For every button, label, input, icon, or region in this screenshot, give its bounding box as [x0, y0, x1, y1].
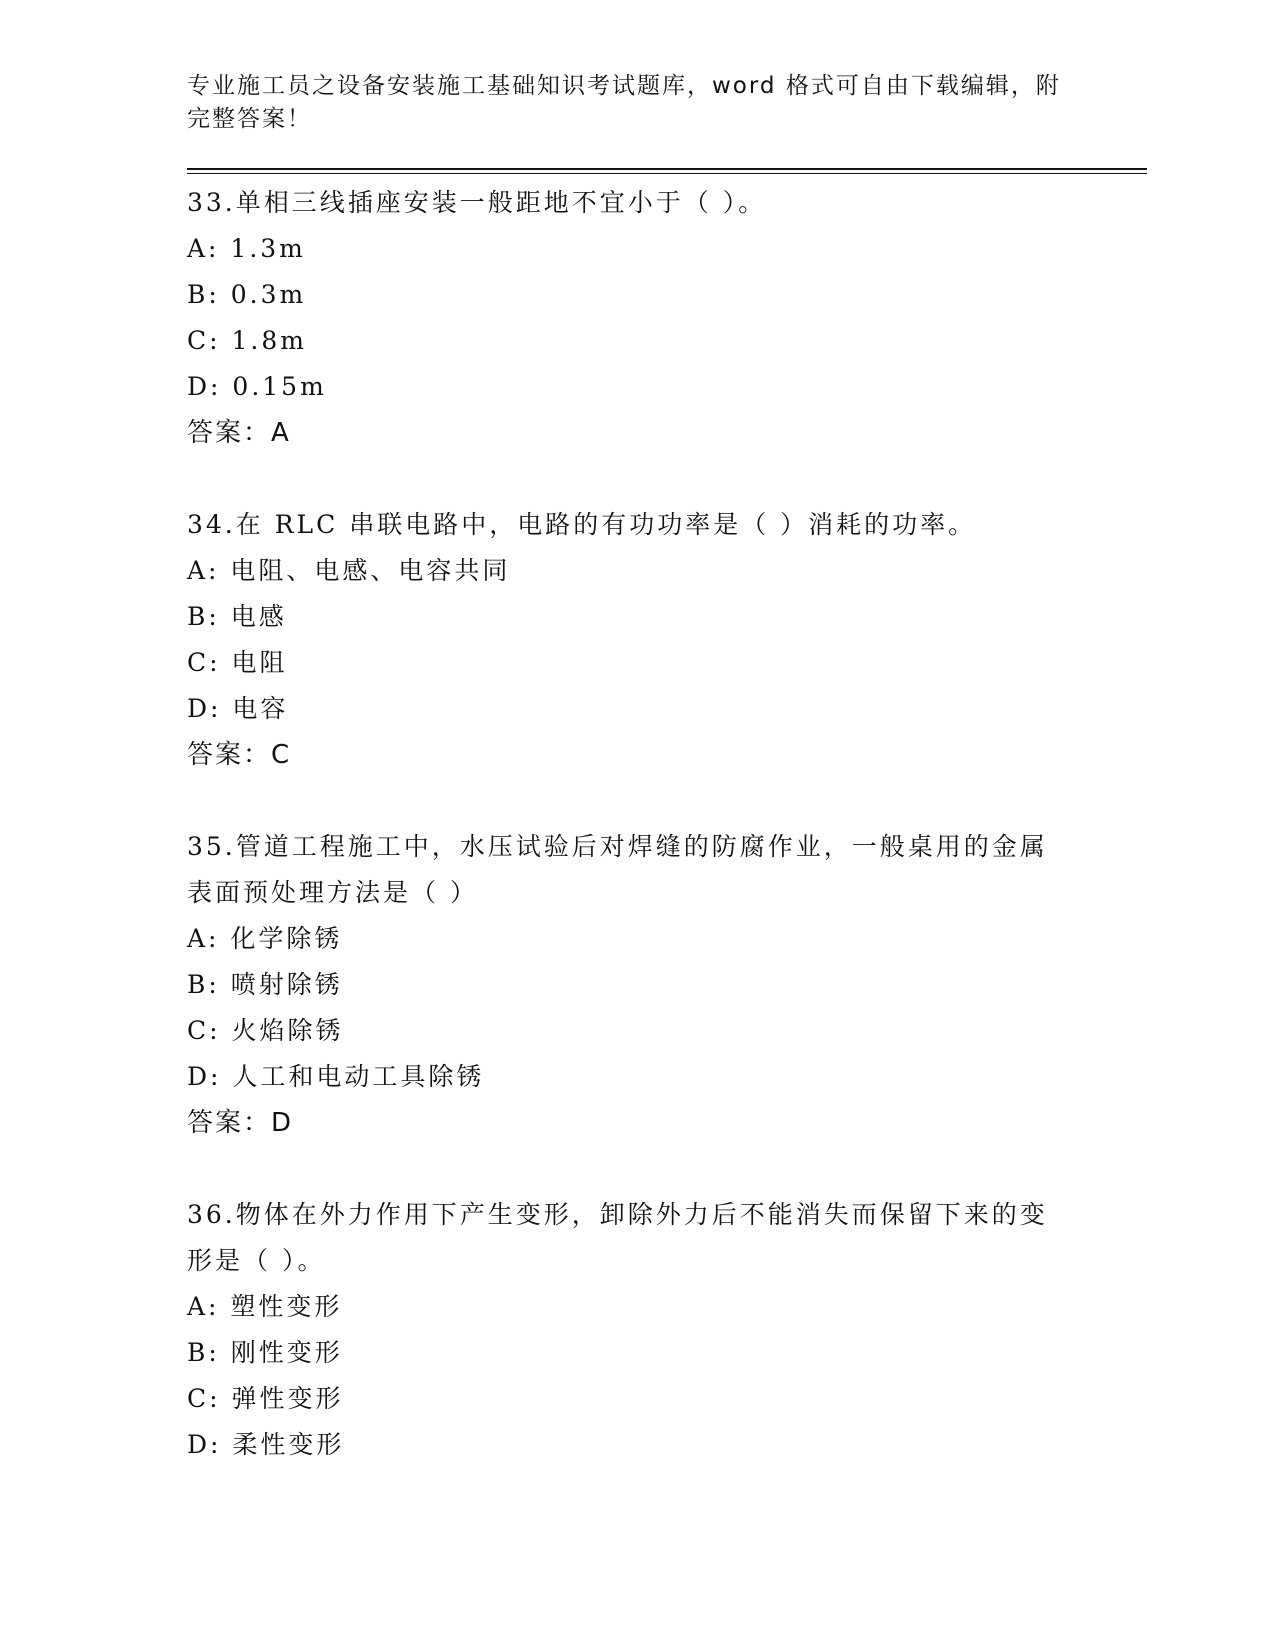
question-spacer: [187, 456, 1147, 502]
question-34: [187, 502, 1147, 824]
option-c: C: 火焰除锈: [187, 1016, 344, 1045]
question-stem: 33.单相三线插座安装一般距地不宜小于（ ）。: [187, 188, 767, 217]
option-d: D: 柔性变形: [187, 1430, 345, 1459]
document-header: 专业施工员之设备安装施工基础知识考试题库，word 格式可自由下载编辑，附完整答案！: [187, 73, 1061, 132]
question-stem: 35.管道工程施工中，水压试验后对焊缝的防腐作业，一般桌用的金属表面预处理方法是（ ）: [187, 832, 1048, 907]
option-b: B: 喷射除锈: [187, 970, 343, 999]
option-a: A: 化学除锈: [187, 924, 343, 953]
option-a: A: 塑性变形: [187, 1292, 343, 1321]
option-d: D: 人工和电动工具除锈: [187, 1062, 485, 1091]
option-b: B: 电感: [187, 602, 287, 631]
option-b: B: 刚性变形: [187, 1338, 343, 1367]
question-35: [187, 824, 1147, 1192]
option-b: B: 0.3m: [187, 280, 307, 309]
option-a: A: 1.3m: [187, 234, 306, 263]
answer-line: 答案：A: [187, 418, 291, 448]
question-spacer: [187, 1146, 1147, 1192]
answer-line: 答案：D: [187, 1108, 294, 1138]
question-list: [187, 180, 1147, 1468]
question-stem: 34.在 RLC 串联电路中，电路的有功功率是（ ）消耗的功率。: [187, 510, 977, 539]
answer-line: 答案：C: [187, 740, 292, 770]
question-stem: 36.物体在外力作用下产生变形，卸除外力后不能消失而保留下来的变形是（ ）。: [187, 1200, 1048, 1275]
question-spacer: [187, 778, 1147, 824]
question-33: [187, 180, 1147, 502]
question-36: [187, 1192, 1147, 1468]
document-page: [187, 70, 1147, 1468]
option-c: C: 电阻: [187, 648, 288, 677]
option-c: C: 弹性变形: [187, 1384, 344, 1413]
option-c: C: 1.8m: [187, 326, 307, 355]
option-d: D: 电容: [187, 694, 289, 723]
header-divider: [187, 168, 1147, 174]
option-d: D: 0.15m: [187, 372, 327, 401]
option-a: A: 电阻、电感、电容共同: [187, 556, 511, 585]
